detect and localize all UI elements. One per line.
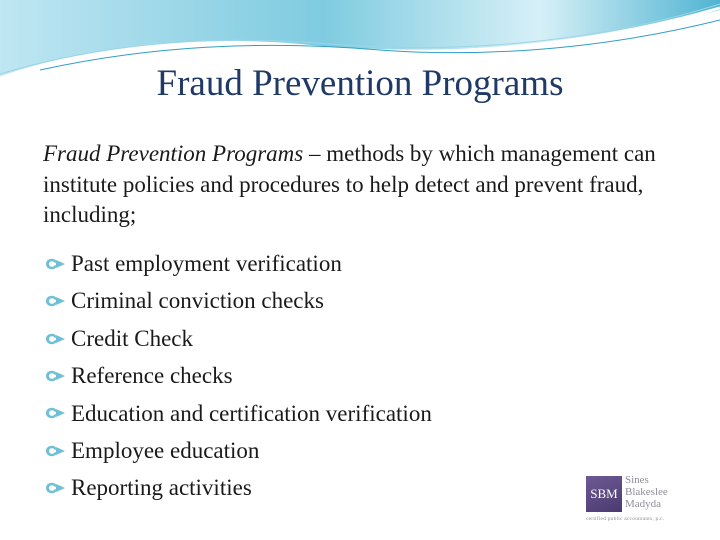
bullet-text: Credit Check: [71, 325, 193, 351]
slide-title: Fraud Prevention Programs: [156, 63, 564, 104]
bullet-text: Education and certification verification: [71, 400, 432, 426]
scroll-arrow-bullet-icon: [43, 366, 69, 386]
bullet-item: [43, 432, 683, 469]
logo-tagline: certified public accountants, p.c.: [586, 516, 665, 522]
bullet-item: [43, 357, 683, 394]
scroll-arrow-bullet-icon: [43, 254, 69, 274]
intro-term: Fraud Prevention Programs: [43, 141, 304, 166]
bullet-item: [43, 245, 683, 282]
logo-name-line: Blakeslee: [625, 486, 668, 498]
bullet-text: Reference checks: [71, 363, 233, 389]
bullet-item: [43, 282, 683, 319]
bullet-text: Employee education: [71, 438, 260, 464]
bullet-item: [43, 320, 683, 357]
bullet-item: [43, 395, 683, 432]
intro-paragraph: [43, 139, 683, 231]
bullet-text: Reporting activities: [71, 475, 252, 501]
intro-definition: – methods by which management can institute policies and procedures to help detect and prevent fraud, including;: [43, 141, 656, 227]
logo-firm-names: [625, 474, 685, 510]
company-logo: [586, 472, 684, 526]
scroll-arrow-bullet-icon: [43, 441, 69, 461]
scroll-arrow-bullet-icon: [43, 329, 69, 349]
scroll-arrow-bullet-icon: [43, 291, 69, 311]
scroll-arrow-bullet-icon: [43, 478, 69, 498]
logo-name-line: Madyda: [625, 498, 662, 510]
bullet-text: Criminal conviction checks: [71, 288, 324, 314]
bullet-text: Past employment verification: [71, 251, 342, 276]
logo-name-line: Sines: [625, 474, 649, 486]
logo-initials: SBM: [586, 476, 622, 512]
bullet-list: [43, 245, 683, 507]
scroll-arrow-bullet-icon: [43, 403, 69, 423]
